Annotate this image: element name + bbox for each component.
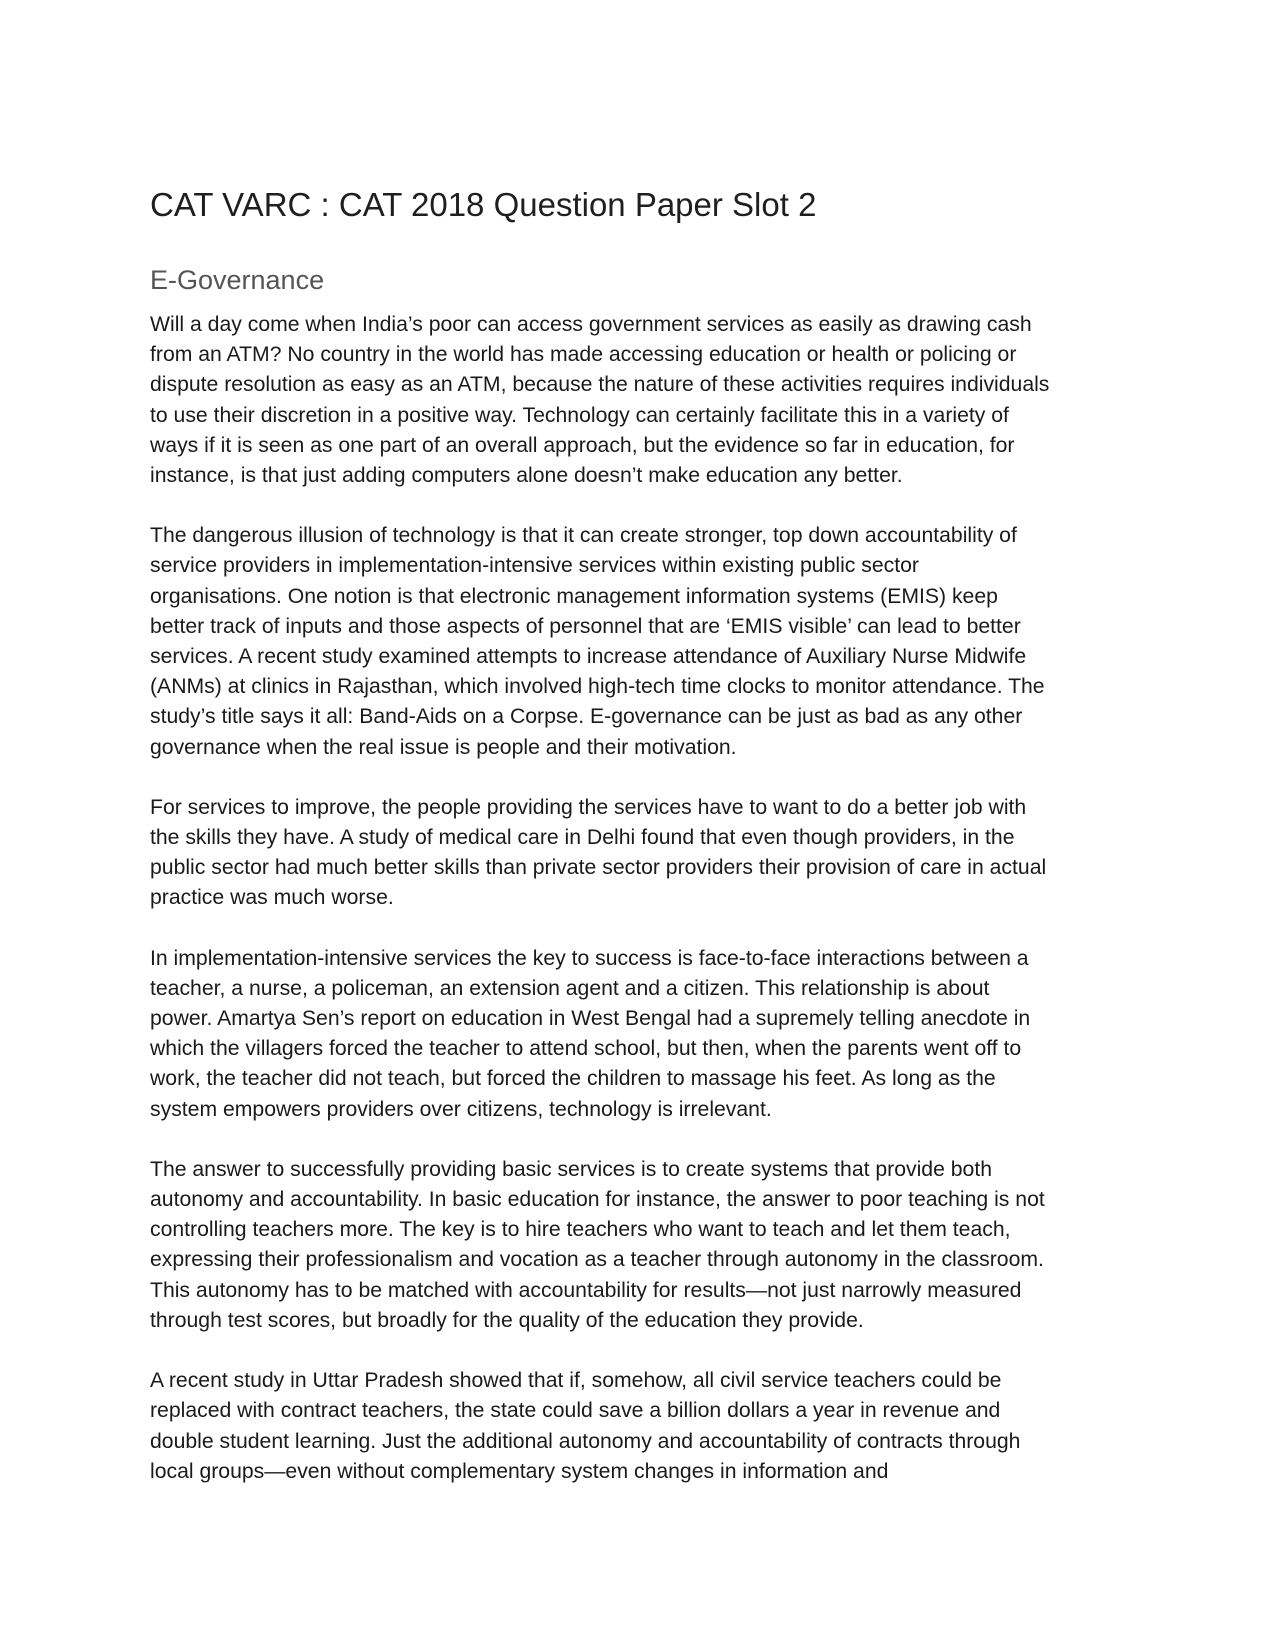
paragraph-2 [150,521,1130,763]
text-line: service providers in implementation-intensive services within existing public sector [150,554,919,578]
text-line: This autonomy has to be matched with accountability for results—not just narrowly measured [150,1278,1022,1302]
text-line: practice was much worse. [150,886,394,910]
text-line: work, the teacher did not teach, but forced the children to massage his feet. As long as the [150,1067,996,1091]
text-line: system empowers providers over citizens, technology is irrelevant. [150,1097,772,1121]
text-line: The dangerous illusion of technology is that it can create stronger, top down accountability of [150,524,1017,548]
text-line: power. Amartya Sen’s report on education in West Bengal had a supremely telling anecdote in [150,1007,1031,1031]
text-line: teacher, a nurse, a policeman, an extension agent and a citizen. This relationship is about [150,976,990,1000]
text-line: to use their discretion in a positive way. Technology can certainly facilitate this in a variety of [150,403,1009,427]
text-line: In implementation-intensive services the key to success is face-to-face interactions between a [150,946,1029,970]
paragraph-3 [150,793,1130,914]
text-line: ways if it is seen as one part of an overall approach, but the evidence so far in education, for [150,433,1015,457]
text-line: governance when the real issue is people and their motivation. [150,735,737,759]
paragraph-6 [150,1366,1130,1487]
text-line: A recent study in Uttar Pradesh showed that if, somehow, all civil service teachers could be [150,1369,1002,1393]
page-title: CAT VARC : CAT 2018 Question Paper Slot 2 [150,186,817,223]
passage-body [150,310,1130,1517]
paragraph-1 [150,310,1130,491]
text-line: which the villagers forced the teacher to attend school, but then, when the parents went off to [150,1037,1022,1061]
text-line: expressing their professionalism and vocation as a teacher through autonomy in the classroom. [150,1248,1044,1272]
text-line: For services to improve, the people providing the services have to want to do a better job with [150,795,1027,819]
text-line: instance, is that just adding computers alone doesn’t make education any better. [150,464,903,488]
text-line: (ANMs) at clinics in Rajasthan, which involved high-tech time clocks to monitor attendance. The [150,675,1045,699]
paragraph-5 [150,1155,1130,1336]
text-line: The answer to successfully providing basic services is to create systems that provide both [150,1157,992,1181]
text-line: services. A recent study examined attempts to increase attendance of Auxiliary Nurse Midwife [150,645,1027,669]
text-line: autonomy and accountability. In basic education for instance, the answer to poor teaching is not [150,1188,1045,1212]
text-line: dispute resolution as easy as an ATM, because the nature of these activities requires individuals [150,373,1050,397]
text-line: public sector had much better skills than private sector providers their provision of care in actual [150,856,1047,880]
text-line: Will a day come when India’s poor can access government services as easily as drawing cash [150,313,1032,336]
text-line: better track of inputs and those aspects of personnel that are ‘EMIS visible’ can lead to better [150,614,1021,638]
text-line: organisations. One notion is that electronic management information systems (EMIS) keep [150,584,998,608]
paragraph-4 [150,944,1130,1125]
section-heading: E-Governance [150,265,325,295]
text-line: local groups—even without complementary system changes in information and [150,1459,889,1483]
text-line: controlling teachers more. The key is to hire teachers who want to teach and let them teach, [150,1218,1011,1242]
text-line: the skills they have. A study of medical care in Delhi found that even though providers, in the [150,826,1015,850]
text-line: study’s title says it all: Band-Aids on a Corpse. E-governance can be just as bad as any other [150,705,1023,729]
text-line: from an ATM? No country in the world has made accessing education or health or policing or [150,343,1017,367]
text-line: through test scores, but broadly for the quality of the education they provide. [150,1308,864,1332]
text-line: double student learning. Just the additional autonomy and accountability of contracts through [150,1429,1021,1453]
text-line: replaced with contract teachers, the state could save a billion dollars a year in revenue and [150,1399,1001,1423]
